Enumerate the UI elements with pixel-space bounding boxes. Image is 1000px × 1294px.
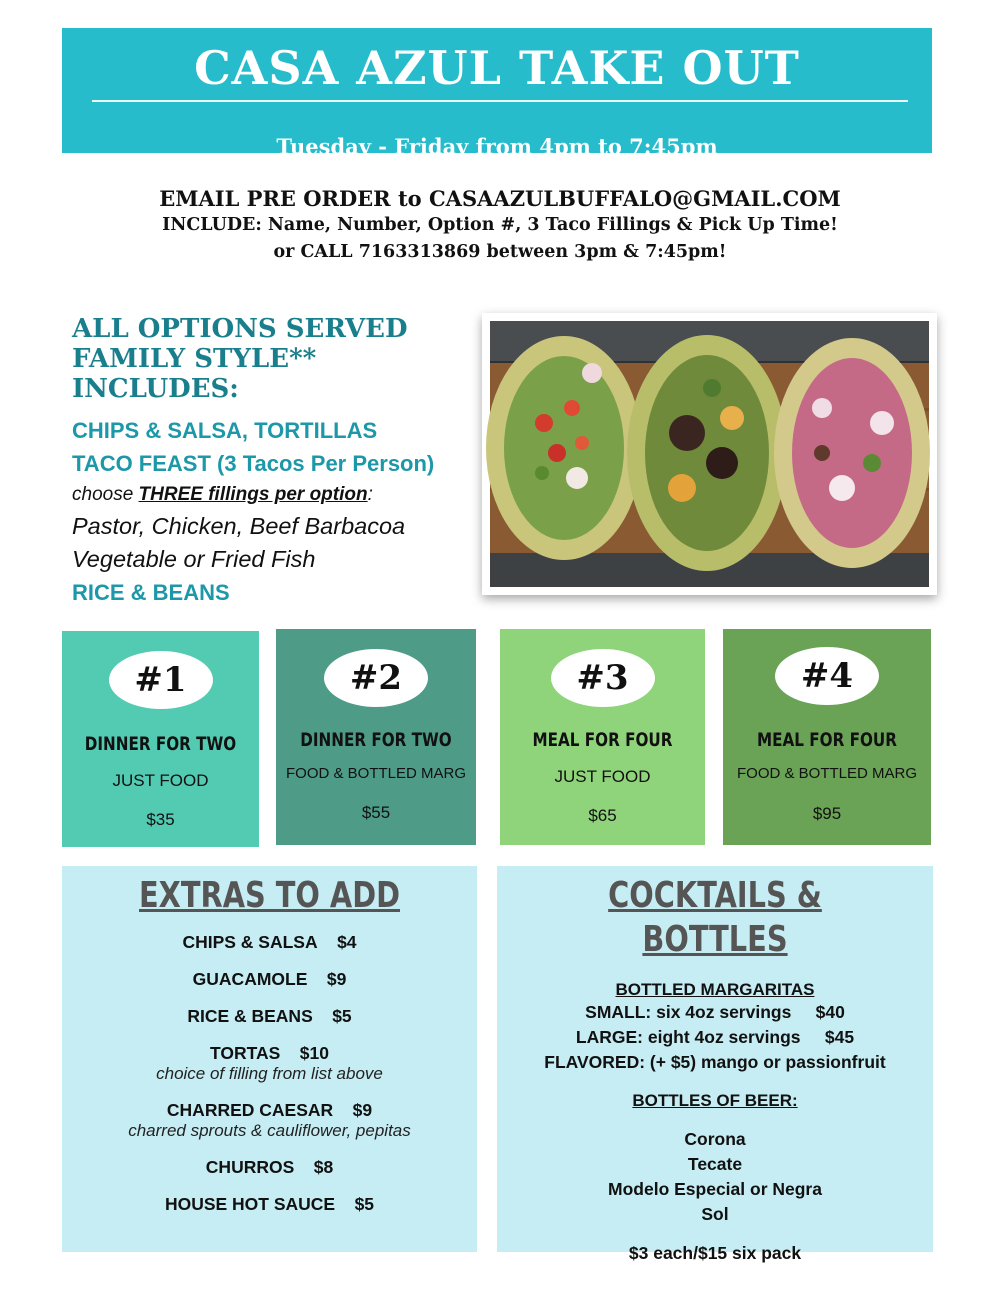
- extra-price: $9: [326, 969, 347, 989]
- extra-price: $9: [352, 1100, 373, 1120]
- margarita-small-label: SMALL: six 4oz servings: [585, 1002, 792, 1022]
- extra-price: $5: [332, 1006, 352, 1026]
- extra-price: $10: [299, 1043, 329, 1063]
- extra-name: GUACAMOLE: [192, 969, 308, 989]
- option-card-3: [500, 629, 705, 845]
- extra-price: $8: [313, 1157, 334, 1177]
- option-description: FOOD & BOTTLED MARG: [736, 765, 917, 782]
- margarita-small-price: $40: [815, 1002, 845, 1022]
- includes-heading-2: FAMILY STYLE**: [72, 344, 317, 374]
- extra-item: [62, 969, 477, 990]
- option-description: FOOD & BOTTLED MARG: [285, 765, 466, 782]
- option-card-1: [62, 631, 259, 847]
- email-preorder-line: EMAIL PRE ORDER to CASAAZULBUFFALO@GMAIL.COM: [159, 186, 841, 211]
- extra-item: [62, 1100, 477, 1121]
- option-number-badge: #4: [775, 647, 879, 705]
- option-name: MEAL FOR FOUR: [532, 729, 673, 751]
- includes-heading-1: ALL OPTIONS SERVED: [72, 314, 408, 344]
- extra-name: CHARRED CAESAR: [166, 1100, 334, 1120]
- include-info-line: INCLUDE: Name, Number, Option #, 3 Taco Fillings & Pick Up Time!: [162, 215, 838, 235]
- tacos-illustration: [482, 313, 937, 595]
- cocktails-panel: [497, 866, 933, 1263]
- option-price: $55: [361, 803, 391, 822]
- choose-suffix: :: [367, 484, 373, 505]
- extra-item: [62, 1043, 477, 1064]
- header-divider: [92, 100, 908, 102]
- choose-fillings-note: [72, 480, 482, 510]
- extra-item: [62, 1006, 477, 1027]
- option-name: MEAL FOR FOUR: [757, 729, 897, 751]
- extras-title: EXTRAS TO ADD: [138, 875, 401, 916]
- extra-item: [62, 932, 477, 953]
- call-line: or CALL 7163313869 between 3pm & 7:45pm!: [273, 242, 727, 262]
- extra-note: choice of filling from list above: [156, 1064, 383, 1083]
- extra-name: TORTAS: [210, 1043, 281, 1063]
- margarita-small: [497, 1000, 933, 1025]
- beer-list: [497, 1127, 933, 1227]
- extra-price: $4: [337, 932, 357, 952]
- option-number-badge: #2: [324, 649, 428, 707]
- includes-heading-3: INCLUDES:: [72, 374, 239, 404]
- fillings-line-2: Vegetable or Fried Fish: [72, 546, 316, 572]
- margarita-flavored: FLAVORED: (+ $5) mango or passionfruit: [544, 1052, 886, 1072]
- includes-section: [72, 314, 482, 609]
- option-price: $65: [588, 806, 617, 825]
- include-rice-beans: RICE & BEANS: [72, 580, 230, 605]
- option-description: JUST FOOD: [554, 767, 651, 786]
- beer-price: $3 each/$15 six pack: [628, 1243, 802, 1263]
- beer-item: Corona: [684, 1129, 746, 1149]
- option-card-2: [276, 629, 476, 845]
- tacos-photo: [482, 313, 937, 595]
- beer-heading: BOTTLES OF BEER:: [632, 1091, 798, 1110]
- fillings-line-1: Pastor, Chicken, Beef Barbacoa: [72, 513, 406, 539]
- hours-text: Tuesday - Friday from 4pm to 7:45pm: [276, 134, 718, 159]
- option-number-badge: #1: [109, 651, 213, 709]
- extra-name: CHIPS & SALSA: [182, 932, 318, 952]
- option-number-badge: #3: [551, 649, 655, 707]
- include-chips-tortillas: CHIPS & SALSA, TORTILLAS: [72, 418, 378, 443]
- option-price: $95: [812, 804, 842, 823]
- extra-note: charred sprouts & cauliflower, pepitas: [128, 1121, 411, 1140]
- beer-item: Tecate: [687, 1154, 743, 1174]
- extra-price: $5: [354, 1194, 375, 1214]
- extras-panel: [62, 866, 477, 1252]
- margarita-large-label: LARGE: eight 4oz servings: [575, 1027, 801, 1047]
- page-title: CASA AZUL TAKE OUT: [194, 41, 800, 95]
- beer-item: Sol: [701, 1204, 729, 1224]
- include-taco-feast: TACO FEAST (3 Tacos Per Person): [72, 451, 435, 476]
- beer-item: Modelo Especial or Negra: [608, 1179, 822, 1199]
- margarita-large: [497, 1025, 933, 1050]
- option-name: DINNER FOR TWO: [300, 729, 452, 751]
- option-name: DINNER FOR TWO: [84, 733, 237, 755]
- option-price: $35: [146, 810, 175, 829]
- extra-name: HOUSE HOT SAUCE: [164, 1194, 336, 1214]
- choose-emphasis: THREE fillings per option: [138, 484, 368, 505]
- extra-item: [62, 1194, 477, 1215]
- margaritas-heading: BOTTLED MARGARITAS: [615, 980, 815, 999]
- extra-item: [62, 1157, 477, 1178]
- option-card-4: [723, 629, 931, 845]
- option-description: JUST FOOD: [112, 771, 209, 790]
- header-banner: [62, 28, 932, 159]
- choose-prefix: choose: [72, 484, 139, 505]
- extra-name: RICE & BEANS: [187, 1006, 313, 1026]
- extra-name: CHURROS: [205, 1157, 295, 1177]
- margarita-large-price: $45: [824, 1027, 855, 1047]
- cocktails-title: COCKTAILS & BOTTLES: [608, 875, 822, 960]
